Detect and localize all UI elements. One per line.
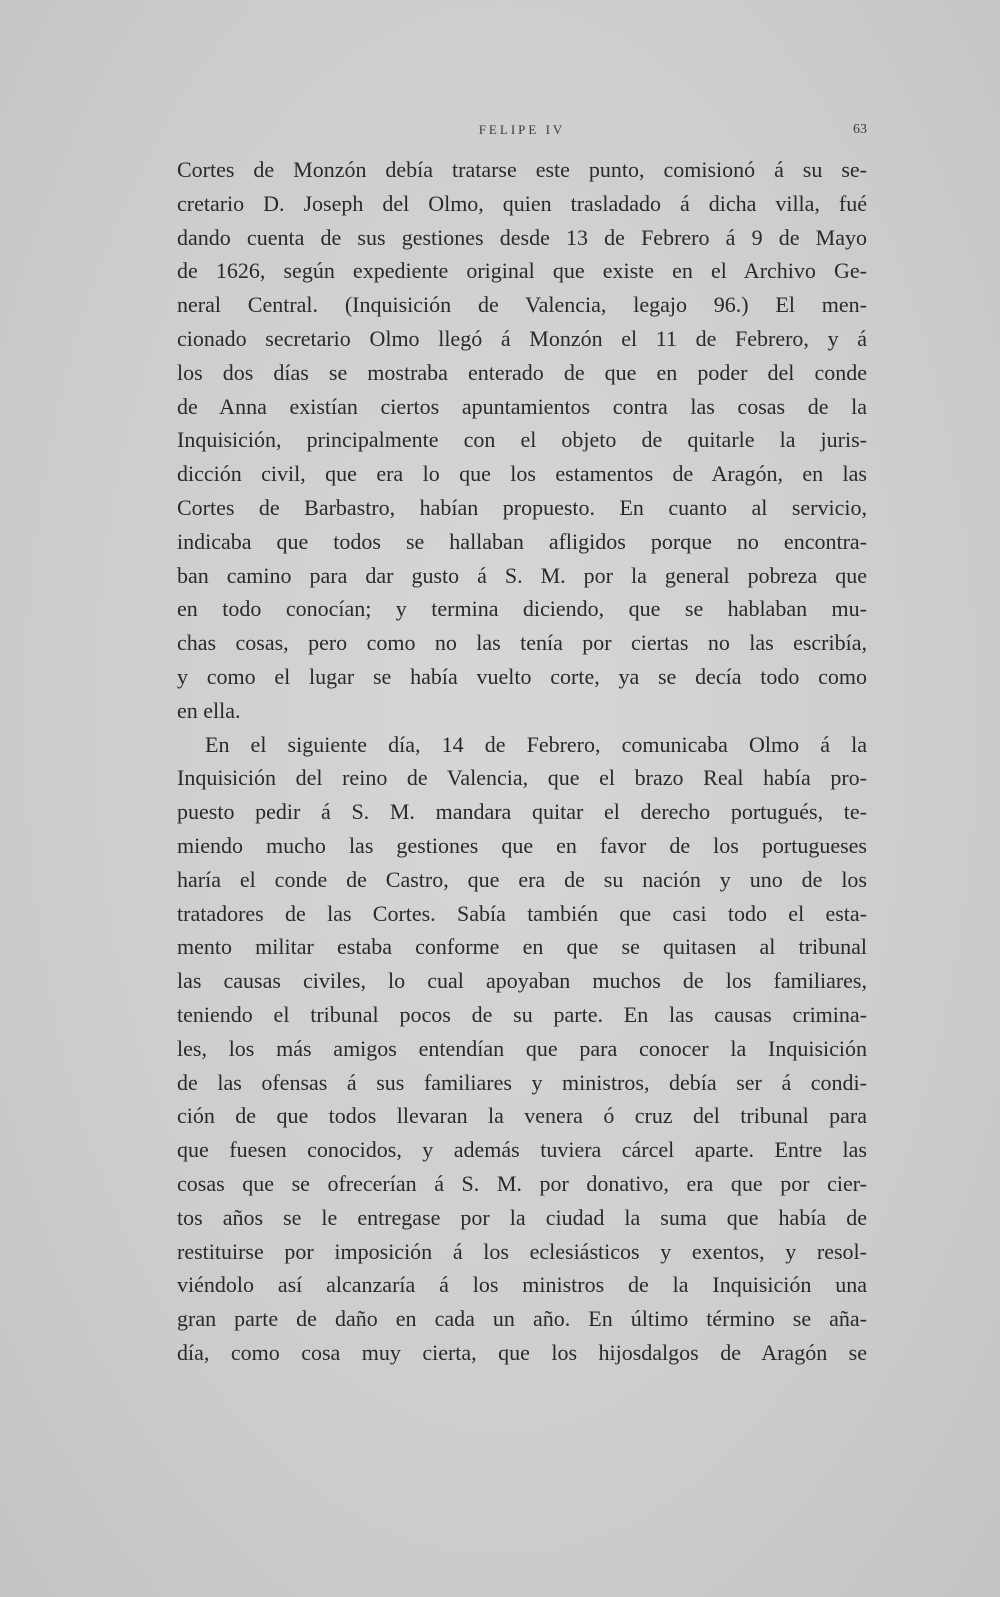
text-line: cosas que se ofrecerían á S. M. por donativo, era que por cier- <box>177 1170 867 1196</box>
text-line: restituirse por imposición á los eclesiásticos y exentos, y resol- <box>177 1238 867 1264</box>
text-line: tratadores de las Cortes. Sabía también que casi todo el esta- <box>177 900 867 926</box>
text-line: cretario D. Joseph del Olmo, quien trasladado á dicha villa, fué <box>177 190 867 216</box>
text-line: Cortes de Barbastro, habían propuesto. En cuanto al servicio, <box>177 494 867 520</box>
text-line: en ella. <box>177 697 241 723</box>
text-line: gran parte de daño en cada un año. En último término se aña- <box>177 1306 867 1332</box>
text-line: miendo mucho las gestiones que en favor de los portugueses <box>177 832 867 858</box>
text-line: les, los más amigos entendían que para conocer la Inquisición <box>177 1035 867 1061</box>
text-line: y como el lugar se había vuelto corte, ya se decía todo como <box>177 663 867 689</box>
text-line: viéndolo así alcanzaría á los ministros de la Inquisición una <box>177 1272 867 1298</box>
text-line: ban camino para dar gusto á S. M. por la general pobreza que <box>177 562 867 588</box>
body-text <box>177 153 867 1370</box>
text-line: mento militar estaba conforme en que se quitasen al tribunal <box>177 934 867 960</box>
text-line: ción de que todos llevaran la venera ó cruz del tribunal para <box>177 1103 867 1129</box>
text-line: teniendo el tribunal pocos de su parte. En las causas crimina- <box>177 1001 867 1027</box>
text-line: Inquisición, principalmente con el objeto de quitarle la juris- <box>177 427 867 453</box>
text-line: Inquisición del reino de Valencia, que el brazo Real había pro- <box>177 765 867 791</box>
text-line: que fuesen conocidos, y además tuviera cárcel aparte. Entre las <box>177 1137 867 1163</box>
text-line: chas cosas, pero como no las tenía por ciertas no las escribía, <box>177 630 867 656</box>
text-line: cionado secretario Olmo llegó á Monzón el 11 de Febrero, y á <box>177 325 867 351</box>
text-line: Cortes de Monzón debía tratarse este punto, comisionó á su se- <box>177 157 867 182</box>
text-line: de Anna existían ciertos apuntamientos contra las cosas de la <box>177 393 867 419</box>
text-line: las causas civiles, lo cual apoyaban muchos de los familiares, <box>177 968 867 994</box>
text-line: En el siguiente día, 14 de Febrero, comunicaba Olmo á la <box>205 731 867 757</box>
text-line: de las ofensas á sus familiares y ministros, debía ser á condi- <box>177 1069 867 1095</box>
text-line: haría el conde de Castro, que era de su nación y uno de los <box>177 866 867 892</box>
running-title: FELIPE IV <box>478 122 566 137</box>
text-line: puesto pedir á S. M. mandara quitar el derecho portugués, te- <box>177 799 867 825</box>
text-line: día, como cosa muy cierta, que los hijosdalgos de Aragón se <box>177 1339 867 1365</box>
text-line: dicción civil, que era lo que los estamentos de Aragón, en las <box>177 461 867 487</box>
text-line: los dos días se mostraba enterado de que en poder del conde <box>177 359 867 385</box>
text-line: tos años se le entregase por la ciudad la suma que había de <box>177 1204 867 1230</box>
text-line: en todo conocían; y termina diciendo, que se hablaban mu- <box>177 596 867 622</box>
text-line: indicaba que todos se hallaban afligidos porque no encontra- <box>177 528 867 554</box>
text-line: de 1626, según expediente original que existe en el Archivo Ge- <box>177 258 867 284</box>
running-head <box>177 122 867 142</box>
text-line: dando cuenta de sus gestiones desde 13 de Febrero á 9 de Mayo <box>177 224 867 250</box>
text-line: neral Central. (Inquisición de Valencia, legajo 96.) El men- <box>177 292 867 318</box>
page-number: 63 <box>853 122 867 137</box>
